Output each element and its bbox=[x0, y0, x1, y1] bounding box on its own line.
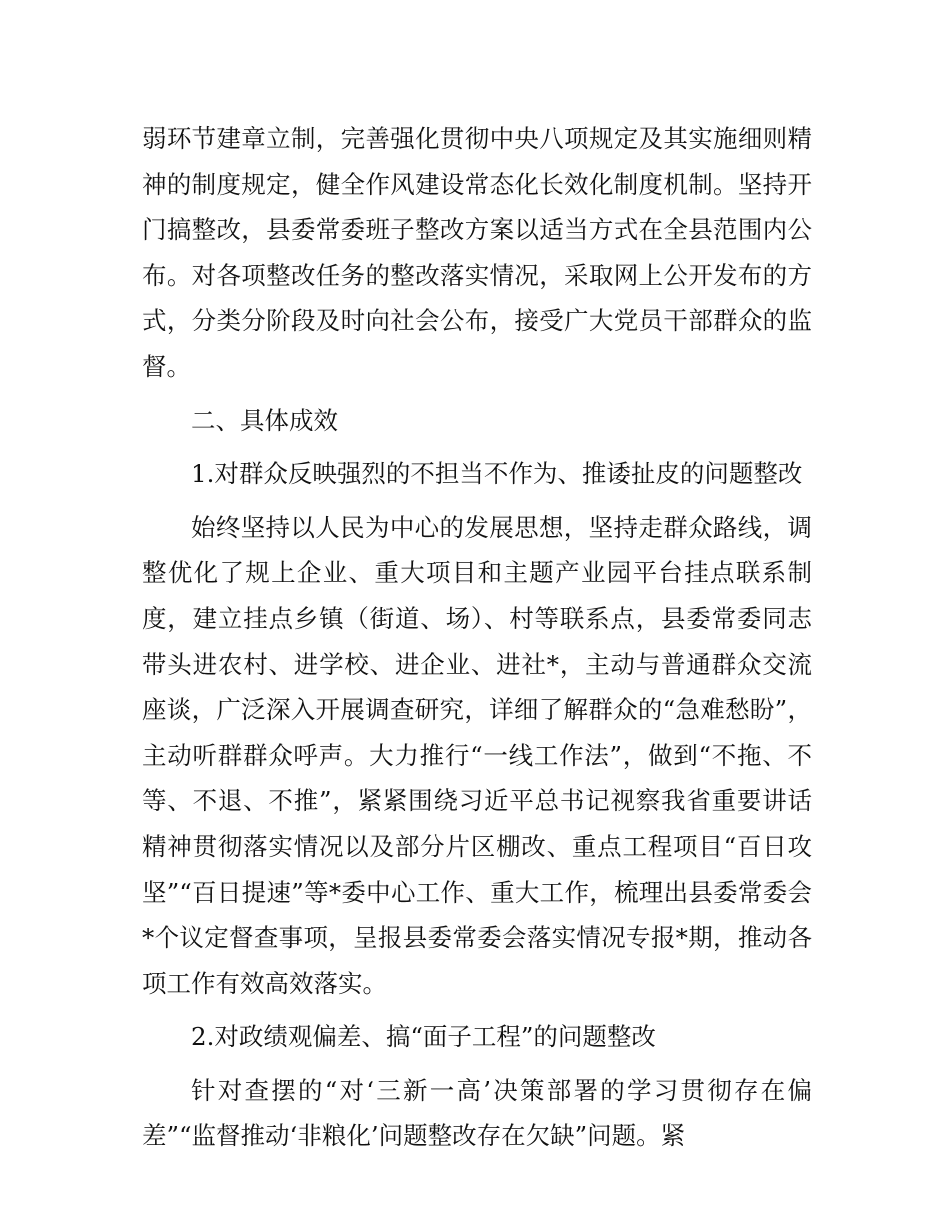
document-body bbox=[142, 116, 812, 1167]
subsection-heading-1: 1.对群众反映强烈的不担当不作为、推诿扯皮的问题整改 bbox=[191, 459, 803, 489]
subsection-heading-2: 2.对政绩观偏差、搞“面子工程”的问题整改 bbox=[191, 1022, 656, 1052]
paragraph-continuation: 弱环节建章立制，完善强化贯彻中央八项规定及其实施细则精神的制度规定，健全作风建设常态化长效化制度机制。坚持开门搞整改，县委常委班子整改方案以适当方式在全县范围内公布。对各项整改任务的整改落实情况，采取网上公开发布的方式，分类分阶段及时向社会公布，接受广大党员干部群众的监督。 bbox=[142, 124, 812, 381]
paragraph-body-1: 始终坚持以人民为中心的发展思想，坚持走群众路线，调整优化了规上企业、重大项目和主题产业园平台挂点联系制度，建立挂点乡镇（街道、场）、村等联系点，县委常委同志带头进农村、进学校、进企业、进社*，主动与普通群众交流座谈，广泛深入开展调查研究，详细了解群众的“急难愁盼”，主动听群群众呼声。大力推行“一线工作法”，做到“不拖、不等、不退、不推”，紧紧围绕习近平总书记视察我省重要讲话精神贯彻落实情况以及部分片区棚改、重点工程项目“百日攻坚”“百日提速”等*委中心工作、重大工作，梳理出县委常委会*个议定督查事项，呈报县委常委会落实情况专报*期，推动各项工作有效高效落实。 bbox=[142, 512, 812, 998]
paragraph-body-2: 针对查摆的“对‘三新一高’决策部署的学习贯彻存在偏差”“监督推动‘非粮化’问题整改存在欠缺”问题。紧 bbox=[142, 1075, 812, 1151]
section-heading: 二、具体成效 bbox=[191, 405, 338, 435]
